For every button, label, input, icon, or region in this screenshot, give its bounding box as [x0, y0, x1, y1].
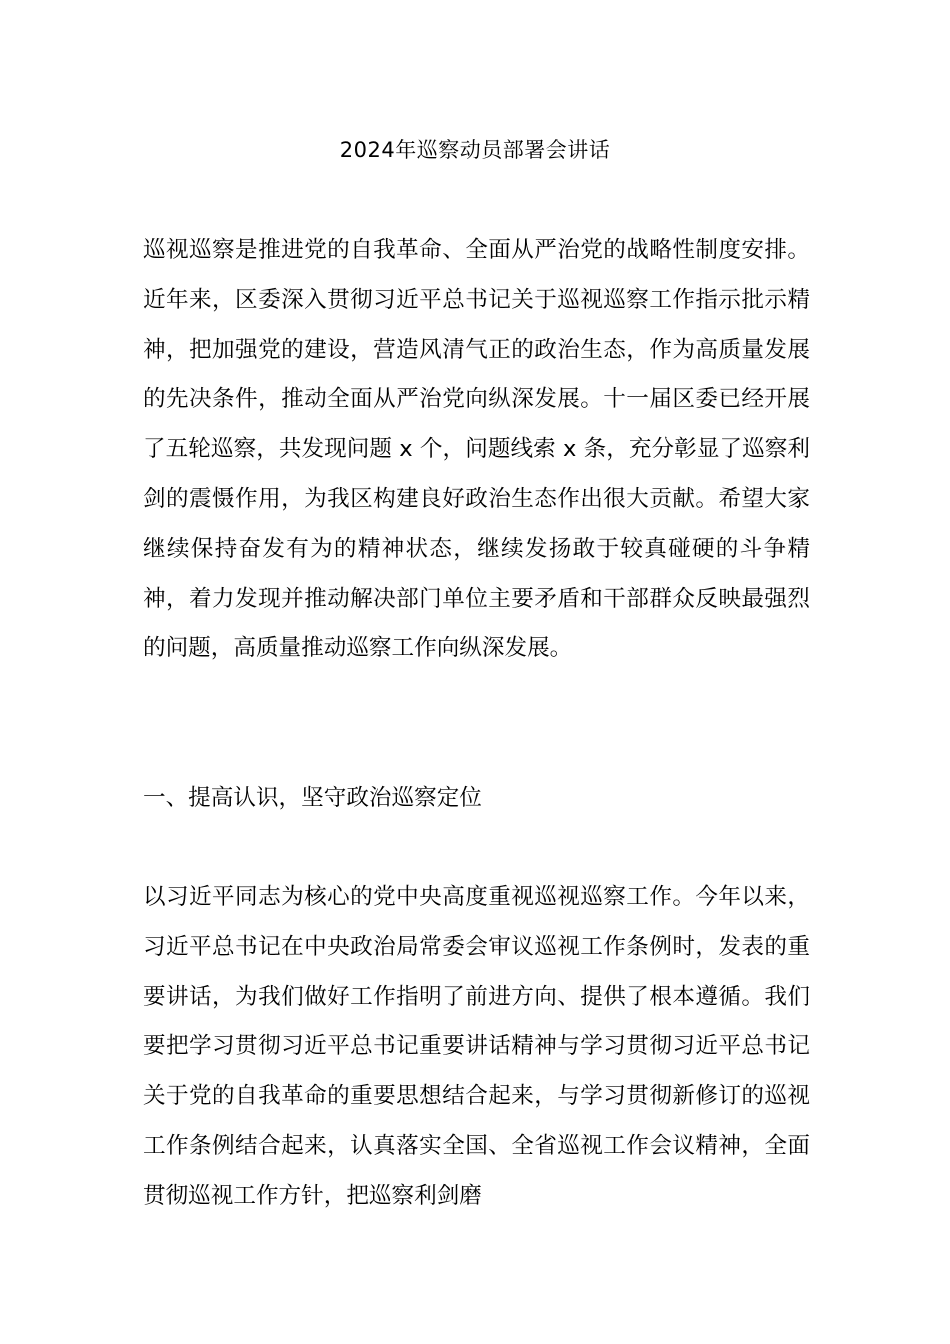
document-title: 2024年巡察动员部署会讲话	[339, 138, 611, 162]
section-heading: 一、提高认识，坚守政治巡察定位	[143, 785, 482, 811]
section-paragraph: 以习近平同志为核心的党中央高度重视巡视巡察工作。今年以来，习近平总书记在中央政治局常委会审议巡视工作条例时，发表的重要讲话，为我们做好工作指明了前进方向、提供了根本遵循。我们要把学习贯彻习近平总书记重要讲话精神与学习贯彻习近平总书记关于党的自我革命的重要思想结合起来，与学习贯彻新修订的巡视工作条例结合起来，认真落实全国、全省巡视工作会议精神，全面贯彻巡视工作方针，把巡察利剑磨	[143, 884, 810, 1209]
intro-paragraph: 巡视巡察是推进党的自我革命、全面从严治党的战略性制度安排。近年来，区委深入贯彻习近平总书记关于巡视巡察工作指示批示精神，把加强党的建设，营造风清气正的政治生态，作为高质量发展的先决条件，推动全面从严治党向纵深发展。十一届区委已经开展了五轮巡察，共发现问题 x 个，问题线索 x 条，充分彰显了巡察利剑的震慑作用，为我区构建良好政治生态作出很大贡献。希望大家继续保持奋发有为的精神状态，继续发扬敢于较真碰硬的斗争精神，着力发现并推动解决部门单位主要矛盾和干部群众反映最强烈的问题，高质量推动巡察工作向纵深发展。	[143, 237, 810, 662]
